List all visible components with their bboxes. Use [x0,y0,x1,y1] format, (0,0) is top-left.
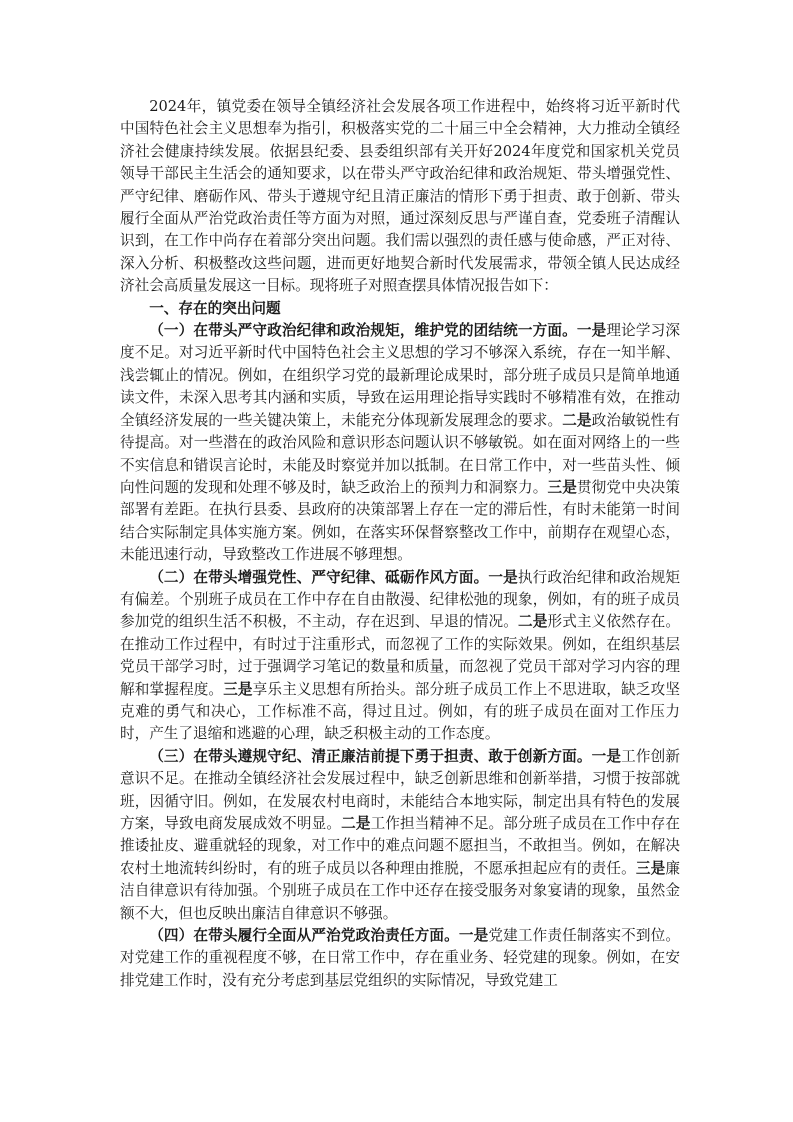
subsection-2-title: （二）在带头增强党性、严守纪律、砥砺作风方面。 [149,568,489,586]
point-label: 三是 [635,859,666,877]
point-text: 工作创新意识不足。在推动全镇经济社会发展过程中，缺乏创新思维和创新举措，习惯于按部就班，因循守旧。例如，在发展农村电商时，未能结合本地实际，制定出具有特色的发展方案，导致电商发展成效不明显。 [120,747,680,832]
subsection-3-title: （三）在带头遵规守纪、清正廉洁前提下勇于担责、敢于创新方面。 [149,747,592,765]
point-label: 三是 [547,478,577,496]
point-text: 党建工作责任制落实不到位。对党建工作的重视程度不够，在日常工作中，存在重业务、轻党建的现象。例如，在安排党建工作时，没有充分考虑到基层党组织的实际情况，导致党建工 [120,927,680,989]
subsection-4-title: （四）在带头履行全面从严治党政治责任方面。 [149,927,459,945]
point-label: 三是 [223,680,253,698]
point-text: 理论学习深度不足。对习近平新时代中国特色社会主义思想的学习不够深入系统，存在一知半解、浅尝辄止的情况。例如，在组织学习党的最新理论成果时，部分班子成员只是简单地通读文件，未深入思考其内涵和实质，导致在运用理论指导实践时不够精准有效，在推动全镇经济发展的一些关键决策上，未能充分体现新发展理念的要求。 [120,322,680,429]
document-page [120,96,680,992]
subsection-1-title: （一）在带头严守政治纪律和政治规矩，维护党的团结统一方面。 [149,322,577,340]
point-label: 一是 [576,322,607,340]
point-text: 政治敏锐性有待提高。对一些潜在的政治风险和意识形态问题认识不够敏锐。如在面对网络上的一些不实信息和错误言论时，未能及时察觉并加以抵制。在日常工作中，对一些苗头性、倾向性问题的发现和处理不够及时，缺乏政治上的预判力和洞察力。 [120,411,680,496]
point-text: 贯彻党中央决策部署有差距。在执行县委、县政府的决策部署上存在一定的滞后性，有时未能第一时间结合实际制定具体实施方案。例如，在落实环保督察整改工作中，前期存在观望心态，未能迅速行动，导致整改工作进展不够理想。 [120,478,680,564]
subsection-3 [120,746,680,925]
point-text: 享乐主义思想有所抬头。部分班子成员工作上不思进取，缺乏攻坚克难的勇气和决心，工作标准不高，得过且过。例如，有的班子成员在面对工作压力时，产生了退缩和逃避的心理，缺乏积极主动的工作态度。 [120,680,680,743]
intro-paragraph: 2024年，镇党委在领导全镇经济社会发展各项工作进程中，始终将习近平新时代中国特色社会主义思想奉为指引，积极落实党的二十届三中全会精神，大力推动全镇经济社会健康持续发展。依据县纪委、县委组织部有关开好2024年度党和国家机关党员领导干部民主生活会的通知要求，以在带头严守政治纪律和政治规矩、带头增强党性、严守纪律、磨砺作风、带头于遵规守纪且清正廉洁的情形下勇于担责、敢于创新、带头履行全面从严治党政治责任等方面为对照，通过深刻反思与严谨自查，党委班子清醒认识到，在工作中尚存在着部分突出问题。我们需以强烈的责任感与使命感，严正对待、深入分析、积极整改这些问题，进而更好地契合新时代发展需求，带领全镇人民达成经济社会高质量发展这一目标。现将班子对照查摆具体情况报告如下： [120,98,680,295]
subsection-1 [120,320,680,566]
subsection-4 [120,925,680,992]
subsection-2 [120,567,680,746]
point-text: 执行政治纪律和政治规矩有偏差。个别班子成员在工作中存在自由散漫、纪律松弛的现象，例如，有的班子成员参加党的组织生活不积极，不主动，存在迟到、早退的情况。 [120,568,680,631]
point-label: 一是 [488,568,518,586]
point-text: 工作担当精神不足。部分班子成员在工作中存在推诿扯皮、避重就轻的现象，对工作中的难点问题不愿担当，不敢担当。例如，在解决农村土地流转纠纷时，有的班子成员以各种理由推脱，不愿承担起应有的责任。 [120,815,680,877]
point-text: 形式主义依然存在。在推动工作过程中，有时过于注重形式，而忽视了工作的实际效果。例如，在组织基层党员干部学习时，过于强调学习笔记的数量和质量，而忽视了党员干部对学习内容的理解和掌握程度。 [120,613,680,698]
point-label: 一是 [591,747,622,765]
point-label: 二是 [517,613,548,631]
point-label: 一是 [458,927,489,945]
section-heading-problems: 一、存在的突出问题 [149,299,281,317]
point-text: 廉洁自律意识有待加强。个别班子成员在工作中还存在接受服务对象宴请的现象，虽然金额不大，但也反映出廉洁自律意识不够强。 [120,859,680,922]
point-label: 二是 [341,815,371,832]
point-label: 二是 [562,411,592,429]
